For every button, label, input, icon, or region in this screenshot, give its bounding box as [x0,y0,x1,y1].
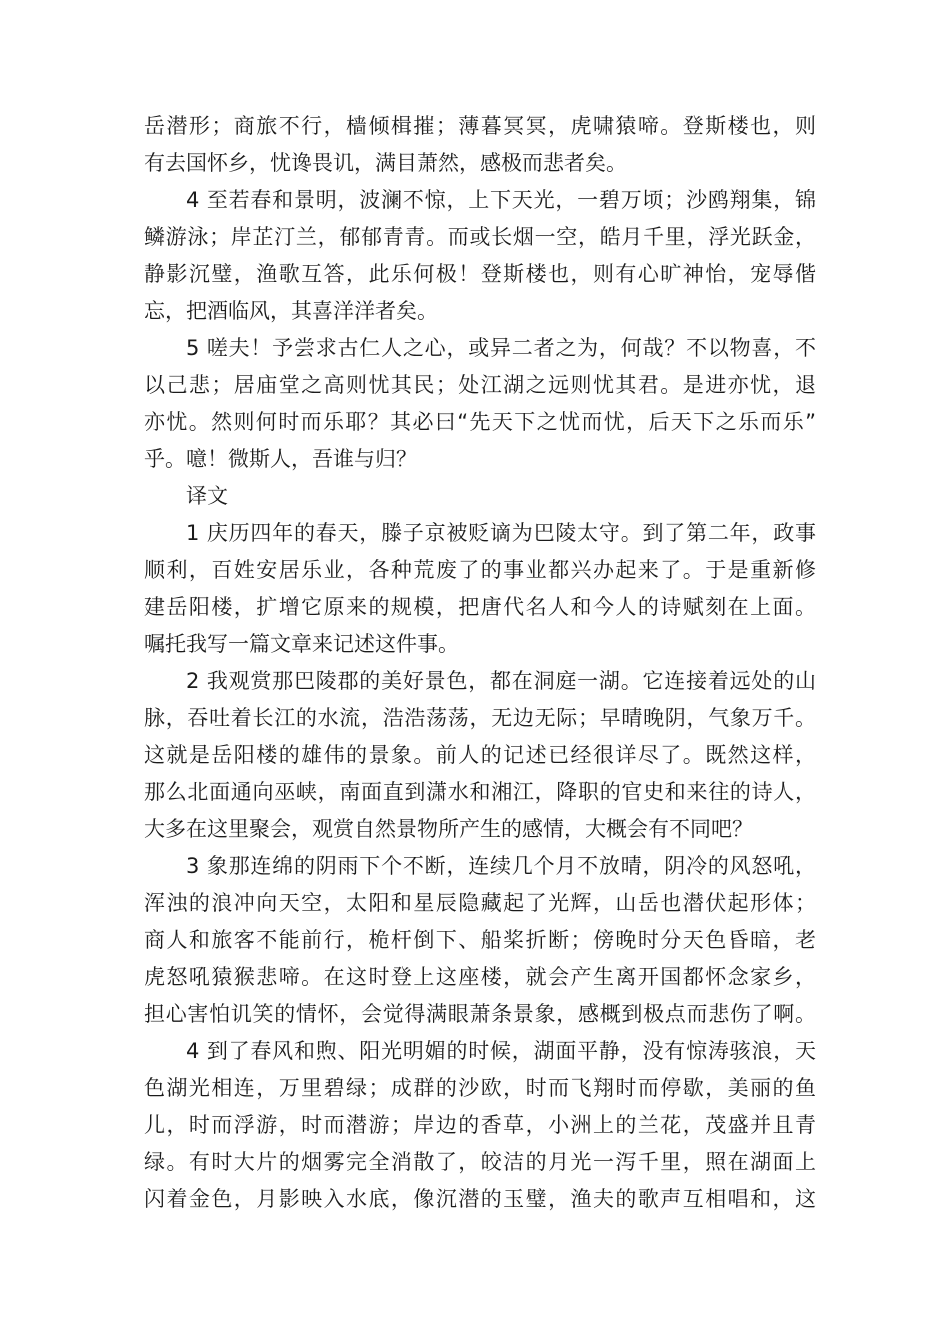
text-line: 1 庆历四年的春天，滕子京被贬谪为巴陵太守。到了第二年，政事 [186,521,816,545]
text-line: 嘱托我写一篇文章来记述这件事。 [144,632,459,656]
text-line: 虎怒吼猿猴悲啼。在这时登上这座楼，就会产生离开国都怀念家乡， [144,965,816,989]
text-line: 5 嗟夫！予尝求古仁人之心，或异二者之为，何哉？不以物喜，不 [186,336,816,360]
text-line: 绿。有时大片的烟雾完全消散了，皎洁的月光一泻千里，照在湖面上 [144,1150,816,1174]
text-line: 浑浊的浪冲向天空，太阳和星辰隐藏起了光辉，山岳也潜伏起形体； [144,891,816,915]
text-line: 这就是岳阳楼的雄伟的景象。前人的记述已经很详尽了。既然这样， [144,743,816,767]
text-line: 忘，把酒临风，其喜洋洋者矣。 [144,299,438,323]
text-line: 2 我观赏那巴陵郡的美好景色，都在洞庭一湖。它连接着远处的山 [186,669,816,693]
text-line: 大多在这里聚会，观赏自然景物所产生的感情，大概会有不同吧？ [144,817,753,841]
section-heading: 译文 [186,484,228,508]
text-line: 3 象那连绵的阴雨下个不断，连续几个月不放晴，阴冷的风怒吼， [186,854,816,878]
text-line: 鳞游泳；岸芷汀兰，郁郁青青。而或长烟一空，皓月千里，浮光跃金， [144,225,816,249]
text-line: 儿，时而浮游，时而潜游；岸边的香草，小洲上的兰花，茂盛并且青 [144,1113,816,1137]
text-line: 静影沉璧，渔歌互答，此乐何极！登斯楼也，则有心旷神怡，宠辱偕 [144,262,816,286]
text-line: 4 到了春风和煦、阳光明媚的时候，湖面平静，没有惊涛骇浪，天 [186,1039,816,1063]
text-line: 脉，吞吐着长江的水流，浩浩荡荡，无边无际；早晴晚阴，气象万千。 [144,706,816,730]
text-line: 闪着金色，月影映入水底，像沉潜的玉璧，渔夫的歌声互相唱和，这 [144,1187,816,1211]
text-line: 岳潜形；商旅不行，樯倾楫摧；薄暮冥冥，虎啸猿啼。登斯楼也，则 [144,114,816,138]
text-line: 顺利，百姓安居乐业，各种荒废了的事业都兴办起来了。于是重新修 [144,558,816,582]
text-line: 建岳阳楼，扩增它原来的规模，把唐代名人和今人的诗赋刻在上面。 [144,595,816,619]
text-line: 那么北面通向巫峡，南面直到潇水和湘江，降职的官史和来往的诗人， [144,780,816,804]
text-line: 乎。噫！微斯人，吾谁与归？ [144,447,417,471]
text-line: 担心害怕讥笑的情怀，会觉得满眼萧条景象，感概到极点而悲伤了啊。 [144,1002,816,1026]
text-line: 以己悲；居庙堂之高则忧其民；处江湖之远则忧其君。是进亦忧，退 [144,373,816,397]
text-line: 商人和旅客不能前行，桅杆倒下、船桨折断；傍晚时分天色昏暗，老 [144,928,816,952]
text-line: 亦忧。然则何时而乐耶？其必曰“先天下之忧而忧，后天下之乐而乐” [144,410,816,434]
text-line: 4 至若春和景明，波澜不惊，上下天光，一碧万顷；沙鸥翔集，锦 [186,188,816,212]
text-line: 有去国怀乡，忧谗畏讥，满目萧然，感极而悲者矣。 [144,151,627,175]
text-line: 色湖光相连，万里碧绿；成群的沙欧，时而飞翔时而停歇，美丽的鱼 [144,1076,816,1100]
